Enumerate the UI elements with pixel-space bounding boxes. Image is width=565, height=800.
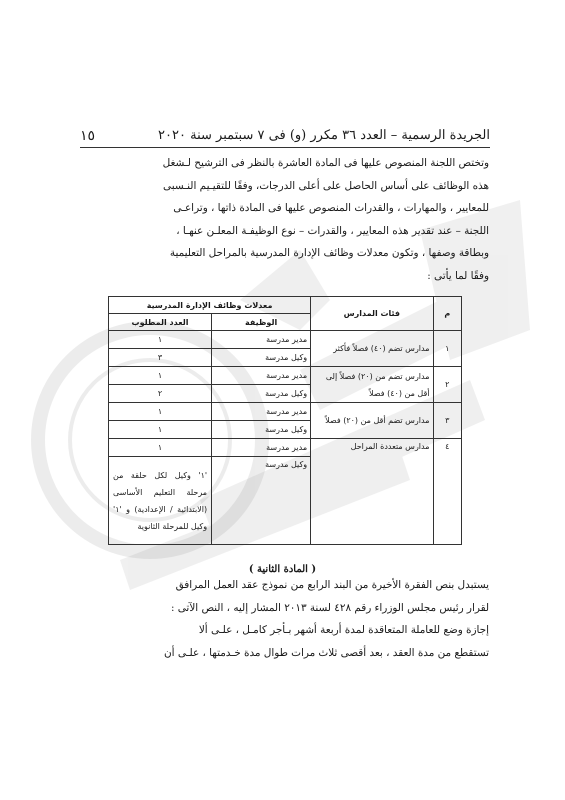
required-count: ١ (109, 331, 212, 349)
job-title: مدير مدرسة (212, 331, 311, 349)
required-count: ٢ (109, 385, 212, 403)
school-category: مدارس تضم أقل من (٢٠) فصلاً (311, 403, 433, 439)
row-number: ٣ (433, 403, 461, 439)
job-title: مدير مدرسة (212, 403, 311, 421)
school-administration-rates-table (108, 296, 462, 545)
required-count: ١ (109, 421, 212, 439)
intro-line: وتختص اللجنة المنصوص عليها فى المادة العاشرة بالنظر فى الترشيح لـشغل (162, 157, 489, 169)
school-category: مدارس تضم (٤٠) فصلاً فأكثر (311, 331, 433, 367)
intro-line: اللجنة – عند تقدير هذه المعايير ، والقدرات – نوع الوظيفـة المعلـن عنهـا ، (176, 224, 489, 237)
school-category: مدارس تضم من (٢٠) فصلاً إلى أقل من (٤٠) فصلاً (311, 367, 433, 403)
page-number: ١٥ (80, 128, 96, 144)
intro-line: وفقًا لما يأتى : (427, 269, 489, 282)
section-heading: ( المادة الثانية ) (248, 564, 317, 575)
article-line: يستبدل بنص الفقرة الأخيرة من البند الرابع من نموذج عقد العمل المرافق (175, 579, 489, 591)
required-count: ١ (109, 439, 212, 457)
intro-paragraph (73, 152, 489, 287)
intro-line: وبطاقة وصفها ، وتكون معدلات وظائف الإدارة المدرسية بالمراحل التعليمية (169, 247, 489, 259)
article-line: تستقطع من مدة العقد ، بعد أقصى ثلاث مرات طوال مدة خـدمتها ، علـى أن (164, 646, 489, 659)
intro-line: هذه الوظائف على أساس الحاصل على أعلى الدرجات، وفقًا للتقيـيم النـسبى (163, 179, 489, 192)
article-paragraph (73, 574, 489, 664)
required-count: ١ (109, 403, 212, 421)
job-title: وكيل مدرسة (212, 457, 311, 545)
col-header-category: فئات المدارس (311, 297, 433, 331)
article-line: لقرار رئيس مجلس الوزراء رقم ٤٢٨ لسنة ٢٠١٣ المشار إليه ، النص الآتى : (170, 601, 489, 614)
job-title: مدير مدرسة (212, 367, 311, 385)
header-rule (80, 147, 490, 148)
col-header-required: العدد المطلوب (109, 314, 212, 331)
row-number: ١ (433, 331, 461, 367)
gazette-title: الجريدة الرسمية – العدد ٣٦ مكرر (و) فى ٧ سبتمبر سنة ٢٠٢٠ (158, 128, 490, 143)
school-category: مدارس متعددة المراحل (311, 439, 433, 545)
col-header-job: الوظيفة (212, 314, 311, 331)
required-count: ١ (109, 367, 212, 385)
job-title: وكيل مدرسة (212, 385, 311, 403)
job-title: مدير مدرسة (212, 439, 311, 457)
job-title: وكيل مدرسة (212, 349, 311, 367)
row-number: ٤ (433, 439, 461, 545)
required-count: '١' وكيل لكل حلقة من مرحلة التعليم الأساسى (الابتدائية / الإعدادية) و '١' وكيل للمرحلة الثانوية (109, 457, 212, 545)
col-header-m: م (433, 297, 461, 331)
article-line: إجازة وضع للعاملة المتعاقدة لمدة أربعة أشهر بـأجر كامـل ، علـى ألا (198, 624, 489, 636)
required-count: ٣ (109, 349, 212, 367)
col-header-group: معدلات وظائف الإدارة المدرسية (109, 297, 311, 314)
job-title: وكيل مدرسة (212, 421, 311, 439)
row-number: ٢ (433, 367, 461, 403)
intro-line: للمعايير ، والمهارات ، والقدرات المنصوص عليها فى المادة ذاتها ، وتراعـى (173, 202, 489, 214)
